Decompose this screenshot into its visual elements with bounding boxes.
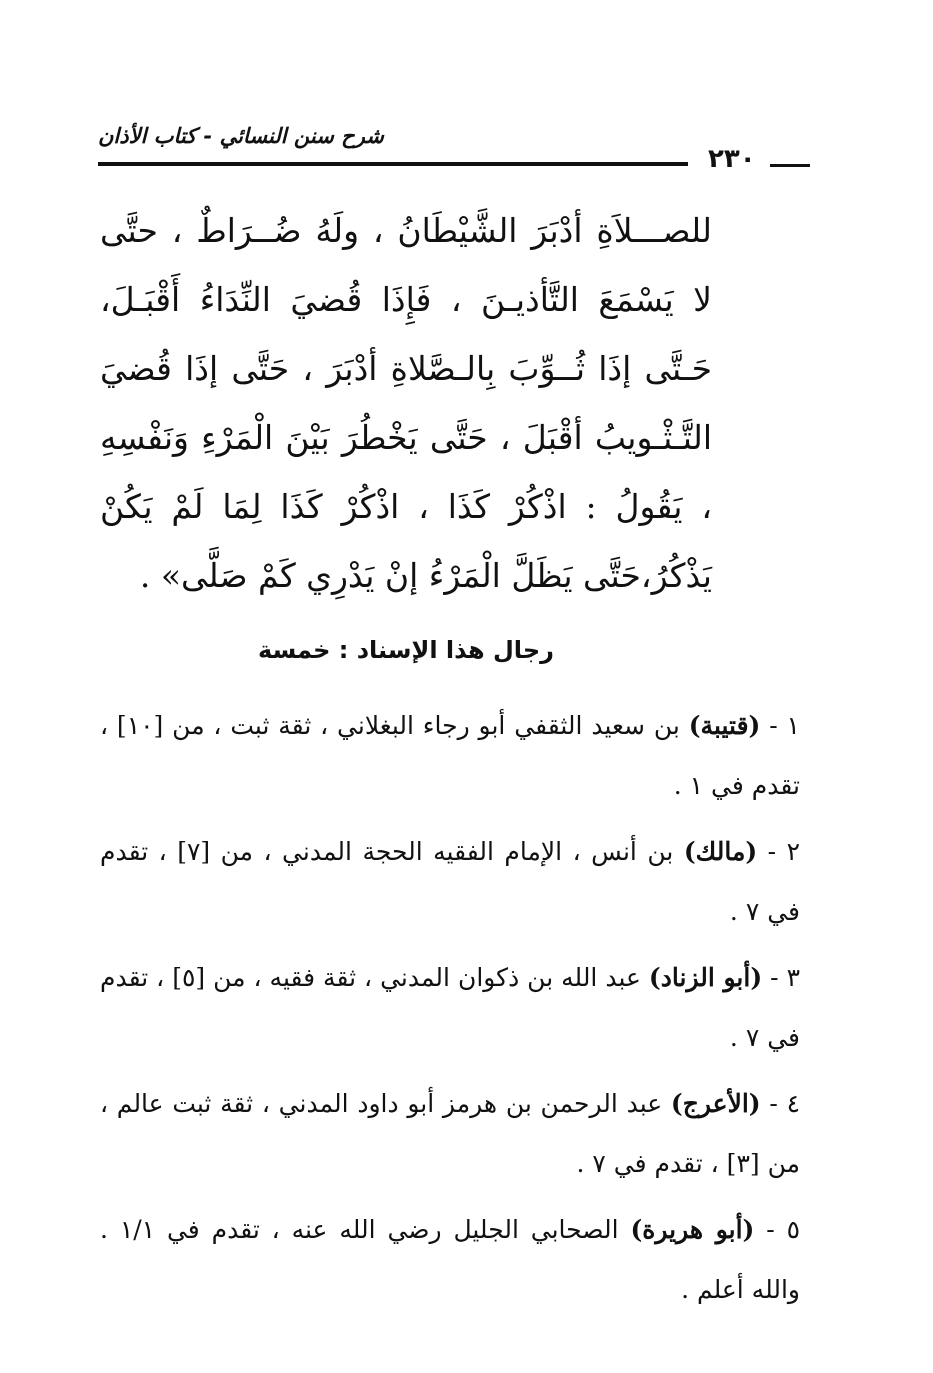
narrator-name: (الأعرج) bbox=[670, 1089, 761, 1118]
narrator-description: الصحابي الجليل رضي الله عنه ، تقدم في ١/١ . والله أعلم . bbox=[100, 1215, 800, 1304]
narrator-description: بن أنس ، الإمام الفقيه الحجة المدني ، من [٧] ، تقدم في ٧ . bbox=[100, 837, 800, 926]
narrator-name: (أبو هريرة) bbox=[630, 1215, 755, 1244]
page-header bbox=[98, 118, 810, 178]
hadith-text: للصـــلاَةِ أدْبَرَ الشَّيْطَانُ ، ولَهُ ضُــرَاطٌ ، حتَّى لا يَسْمَعَ التَّأذيـنَ ، فَإِذَا قُضيَ النِّدَاءُ أَقْبَـلَ، حَـتَّى إذَا ثُــوِّبَ بِالـصَّلاةِ أدْبَرَ ، حَتَّى إذَا قُضيَ التَّـثْـويبُ أقْبَلَ ، حَتَّى يَخْطُرَ بَيْنَ الْمَرْءِ وَنَفْسِهِ ، يَقُولُ : اذْكُرْ كَذَا ، اذْكُرْ كَذَا لِمَا لَمْ يَكُنْ يَذْكُرُ،حَتَّى يَظَلَّ الْمَرْءُ إنْ يَدْرِي كَمْ صَلَّى» . bbox=[100, 211, 712, 595]
narrator-list bbox=[100, 696, 800, 1326]
narrator-entry bbox=[100, 696, 800, 816]
narrator-number: ٤ - bbox=[769, 1089, 801, 1118]
narrator-name: (أبو الزناد) bbox=[648, 963, 763, 992]
narrator-number: ٢ - bbox=[767, 837, 800, 866]
narrator-entry bbox=[100, 948, 800, 1068]
page-number: ٢٣٠ bbox=[708, 144, 756, 174]
header-rule bbox=[98, 162, 688, 166]
narrator-name: (مالك) bbox=[683, 837, 758, 866]
narrator-description: عبد الله بن ذكوان المدني ، ثقة فقيه ، من [٥] ، تقدم في ٧ . bbox=[100, 963, 800, 1052]
narrator-description: بن سعيد الثقفي أبو رجاء البغلاني ، ثقة ثبت ، من [١٠] ، تقدم في ١ . bbox=[100, 711, 800, 800]
narrator-entry bbox=[100, 1074, 800, 1194]
page-number-rule bbox=[770, 164, 810, 167]
narrator-number: ١ - bbox=[769, 711, 800, 740]
narrator-number: ٥ - bbox=[766, 1215, 800, 1244]
section-heading: رجال هذا الإسناد : خمسة bbox=[258, 636, 554, 664]
narrator-description: عبد الرحمن بن هرمز أبو داود المدني ، ثقة ثبت عالم ، من [٣] ، تقدم في ٧ . bbox=[100, 1089, 800, 1178]
narrator-number: ٣ - bbox=[770, 963, 800, 992]
narrator-name: (قتيبة) bbox=[688, 711, 761, 740]
running-title: شرح سنن النسائي - كتاب الأذان bbox=[98, 124, 384, 148]
narrator-entry bbox=[100, 1200, 800, 1320]
narrator-entry bbox=[100, 822, 800, 942]
